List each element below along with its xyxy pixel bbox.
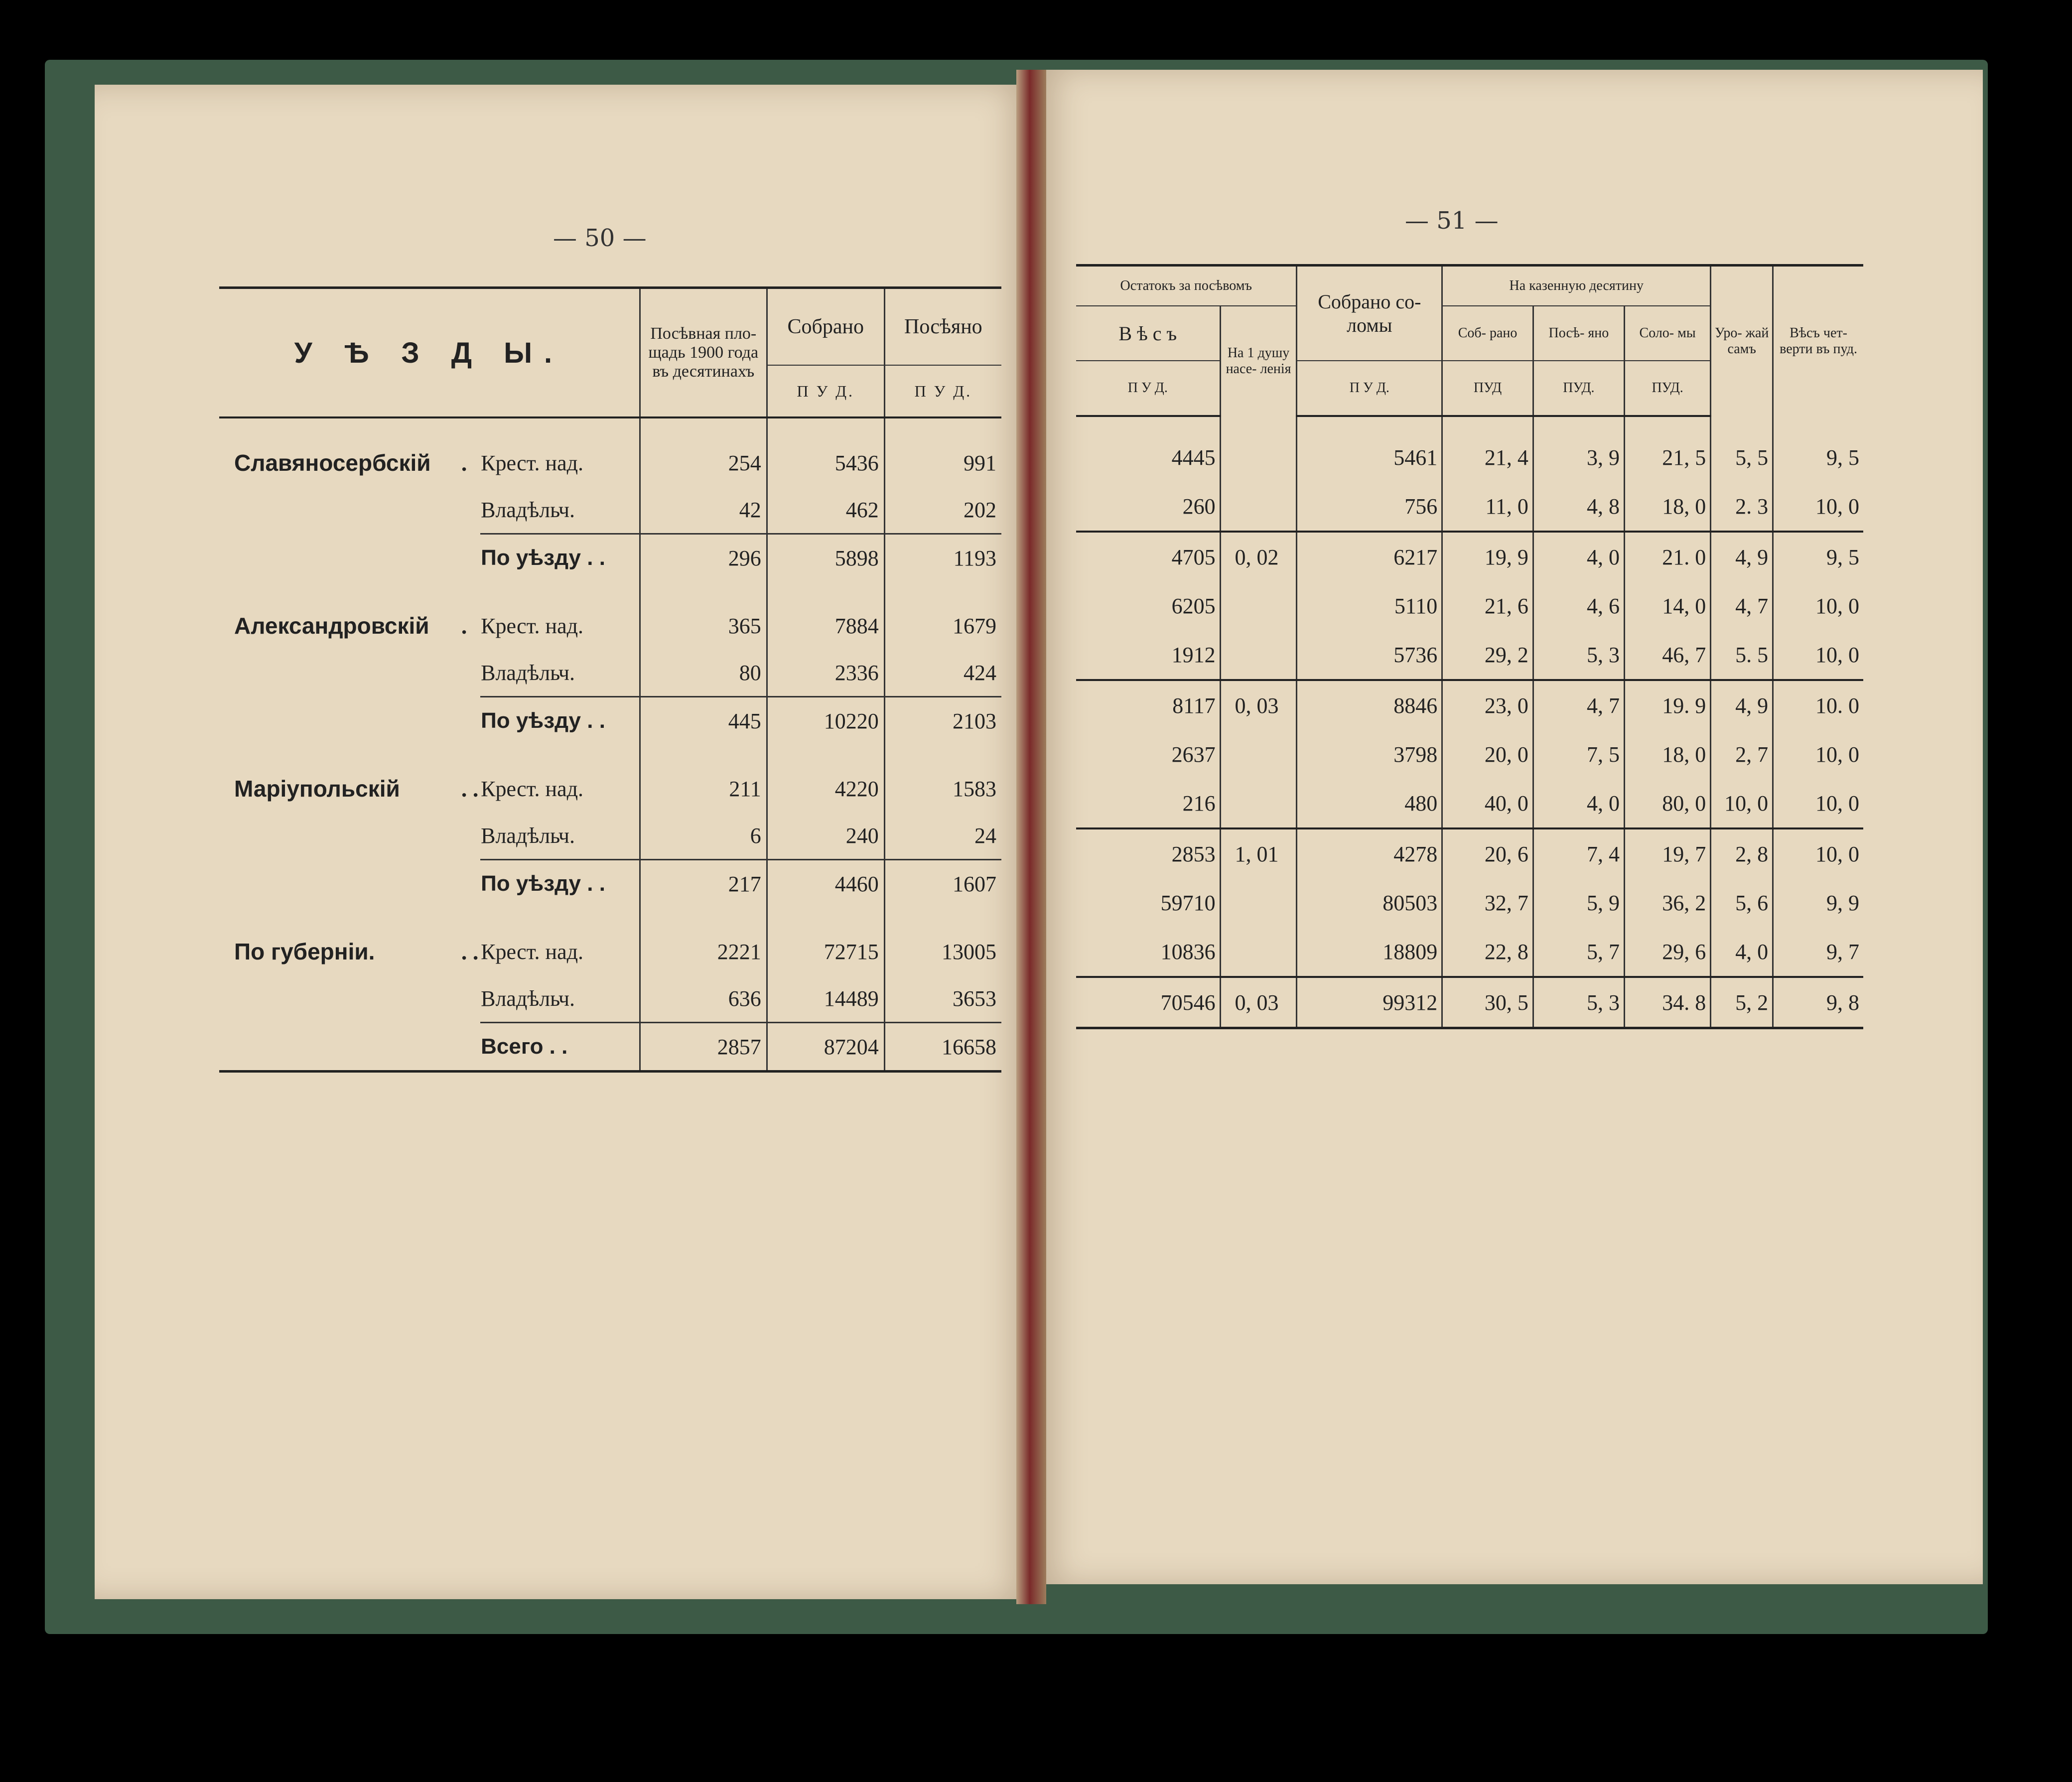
value-sown-per-des: 4, 8 bbox=[1533, 482, 1624, 532]
value-per-capita bbox=[1220, 927, 1297, 977]
header-area: Посѣвная пло- щадь 1900 года въ десятинахъ bbox=[640, 288, 767, 418]
value-collected-per-des: 21, 4 bbox=[1442, 433, 1533, 482]
value-straw-per-des: 46, 7 bbox=[1624, 630, 1710, 680]
value-straw-per-des: 18, 0 bbox=[1624, 482, 1710, 532]
value-area: 2221 bbox=[640, 928, 767, 975]
header-urozhay: Уро- жай самъ bbox=[1711, 266, 1773, 416]
row-category: Крест. над. bbox=[481, 776, 583, 801]
row-category: Владѣльч. bbox=[481, 660, 575, 685]
value-yield: 5, 2 bbox=[1711, 977, 1773, 1028]
header-unit-collected: П У Д. bbox=[767, 365, 884, 417]
header-unit-solomy: П У Д. bbox=[1297, 361, 1442, 416]
value-ves: 2853 bbox=[1076, 828, 1220, 878]
value-collected: 4460 bbox=[767, 860, 884, 908]
value-collected: 7884 bbox=[767, 602, 884, 649]
value-sown: 1607 bbox=[884, 860, 1001, 908]
district-name: Маріупольскій bbox=[234, 776, 400, 802]
district-name bbox=[219, 534, 461, 582]
district-dots bbox=[461, 697, 480, 745]
value-quarter-weight: 9, 7 bbox=[1773, 927, 1863, 977]
value-straw-per-des: 34. 8 bbox=[1624, 977, 1710, 1028]
value-yield: 5, 5 bbox=[1711, 433, 1773, 482]
value-straw: 99312 bbox=[1297, 977, 1442, 1028]
right-table bbox=[1076, 264, 1863, 1029]
value-area: 636 bbox=[640, 975, 767, 1023]
total-row bbox=[219, 534, 1001, 582]
row-category: Всего . . bbox=[480, 1023, 640, 1072]
value-area: 211 bbox=[640, 765, 767, 812]
value-ves: 8117 bbox=[1076, 680, 1220, 730]
value-yield: 5, 6 bbox=[1711, 878, 1773, 927]
value-sown-per-des: 5, 3 bbox=[1533, 630, 1624, 680]
header-na1: На 1 душу насе- ленія bbox=[1220, 306, 1297, 416]
value-sown: 424 bbox=[884, 649, 1001, 697]
value-straw: 5736 bbox=[1297, 630, 1442, 680]
value-straw: 5461 bbox=[1297, 433, 1442, 482]
value-sown-per-des: 4, 0 bbox=[1533, 532, 1624, 581]
header-collected: Собрано bbox=[767, 288, 884, 366]
value-collected-per-des: 11, 0 bbox=[1442, 482, 1533, 532]
table-row bbox=[1076, 581, 1863, 630]
value-yield: 4, 9 bbox=[1711, 680, 1773, 730]
header-unit-solo: ПУД. bbox=[1624, 361, 1710, 416]
value-straw-per-des: 18, 0 bbox=[1624, 730, 1710, 779]
value-ves: 4445 bbox=[1171, 445, 1216, 470]
value-collected-per-des: 20, 6 bbox=[1442, 828, 1533, 878]
value-sown: 16658 bbox=[884, 1023, 1001, 1072]
total-row bbox=[1076, 680, 1863, 730]
header-sobrano-solomy: Собрано со- ломы bbox=[1297, 266, 1442, 361]
value-per-capita: 1, 01 bbox=[1220, 828, 1297, 878]
district-name bbox=[219, 860, 461, 908]
total-row bbox=[1076, 828, 1863, 878]
value-straw: 5110 bbox=[1297, 581, 1442, 630]
value-yield: 10, 0 bbox=[1711, 779, 1773, 828]
district-dots: . bbox=[461, 613, 467, 639]
district-dots bbox=[461, 975, 480, 1023]
value-collected-per-des: 32, 7 bbox=[1442, 878, 1533, 927]
table-row bbox=[1076, 779, 1863, 828]
value-quarter-weight: 9, 5 bbox=[1773, 532, 1863, 581]
value-straw-per-des: 29, 6 bbox=[1624, 927, 1710, 977]
value-sown-per-des: 3, 9 bbox=[1533, 433, 1624, 482]
value-ves: 2637 bbox=[1171, 742, 1216, 767]
value-sown-per-des: 7, 4 bbox=[1533, 828, 1624, 878]
value-collected: 4220 bbox=[767, 765, 884, 812]
value-quarter-weight: 10, 0 bbox=[1773, 828, 1863, 878]
spacer-row bbox=[219, 907, 1001, 928]
value-collected: 462 bbox=[767, 486, 884, 534]
value-sown-per-des: 4, 6 bbox=[1533, 581, 1624, 630]
district-dots bbox=[461, 1023, 480, 1072]
header-unit-sobrano: ПУД bbox=[1442, 361, 1533, 416]
value-sown-per-des: 5, 9 bbox=[1533, 878, 1624, 927]
value-straw-per-des: 36, 2 bbox=[1624, 878, 1710, 927]
value-ves: 4705 bbox=[1076, 532, 1220, 581]
header-unit-sown: П У Д. bbox=[884, 365, 1001, 417]
district-name bbox=[219, 975, 461, 1023]
value-yield: 2, 8 bbox=[1711, 828, 1773, 878]
page-number-left: — 50 — bbox=[553, 224, 647, 252]
value-area: 42 bbox=[640, 486, 767, 534]
value-yield: 2, 7 bbox=[1711, 730, 1773, 779]
header-na-kazennuyu: На казенную десятину bbox=[1442, 266, 1711, 306]
value-quarter-weight: 10, 0 bbox=[1773, 730, 1863, 779]
table-row bbox=[219, 602, 1001, 649]
value-straw: 3798 bbox=[1297, 730, 1442, 779]
table-row bbox=[1076, 630, 1863, 680]
header-sobrano: Соб- рано bbox=[1442, 306, 1533, 361]
total-row bbox=[219, 697, 1001, 745]
district-name bbox=[219, 697, 461, 745]
value-collected-per-des: 40, 0 bbox=[1442, 779, 1533, 828]
value-collected-per-des: 20, 0 bbox=[1442, 730, 1533, 779]
left-table-body bbox=[219, 439, 1001, 1072]
value-sown-per-des: 5, 3 bbox=[1533, 977, 1624, 1028]
district-dots bbox=[461, 534, 480, 582]
district-name bbox=[219, 486, 461, 534]
table-row bbox=[219, 812, 1001, 860]
district-name bbox=[219, 812, 461, 860]
value-collected: 87204 bbox=[767, 1023, 884, 1072]
value-straw-per-des: 14, 0 bbox=[1624, 581, 1710, 630]
value-collected-per-des: 29, 2 bbox=[1442, 630, 1533, 680]
total-row bbox=[219, 1023, 1001, 1072]
value-sown-per-des: 4, 0 bbox=[1533, 779, 1624, 828]
value-collected-per-des: 30, 5 bbox=[1442, 977, 1533, 1028]
value-area: 296 bbox=[640, 534, 767, 582]
value-collected: 10220 bbox=[767, 697, 884, 745]
district-dots bbox=[461, 649, 480, 697]
value-yield: 4, 0 bbox=[1711, 927, 1773, 977]
header-uezdy: У Ѣ З Д Ы. bbox=[219, 288, 640, 418]
right-table-body bbox=[1076, 433, 1863, 1028]
value-per-capita bbox=[1220, 730, 1297, 779]
value-collected: 72715 bbox=[767, 928, 884, 975]
value-area: 80 bbox=[640, 649, 767, 697]
table-row bbox=[1076, 482, 1863, 532]
value-straw: 80503 bbox=[1297, 878, 1442, 927]
value-collected: 5898 bbox=[767, 534, 884, 582]
value-quarter-weight: 10, 0 bbox=[1773, 581, 1863, 630]
value-yield: 2. 3 bbox=[1711, 482, 1773, 532]
value-straw: 480 bbox=[1297, 779, 1442, 828]
value-sown: 202 bbox=[884, 486, 1001, 534]
value-yield: 4, 9 bbox=[1711, 532, 1773, 581]
value-straw-per-des: 21. 0 bbox=[1624, 532, 1710, 581]
value-sown: 2103 bbox=[884, 697, 1001, 745]
row-category: По уѣзду . . bbox=[480, 534, 640, 582]
header-sown: Посѣяно bbox=[884, 288, 1001, 366]
row-category: Крест. над. bbox=[481, 450, 583, 475]
value-per-capita: 0, 02 bbox=[1220, 532, 1297, 581]
value-ves: 6205 bbox=[1171, 593, 1216, 618]
table-row bbox=[219, 765, 1001, 812]
left-table bbox=[219, 286, 1001, 1073]
value-area: 2857 bbox=[640, 1023, 767, 1072]
header-solomy: Соло- мы bbox=[1624, 306, 1710, 361]
district-name bbox=[219, 1023, 461, 1072]
row-category: Владѣльч. bbox=[481, 986, 575, 1011]
value-quarter-weight: 9, 8 bbox=[1773, 977, 1863, 1028]
book-spine-gutter bbox=[1016, 70, 1046, 1604]
district-name: Славяносербскій bbox=[234, 450, 431, 476]
value-area: 365 bbox=[640, 602, 767, 649]
table-row bbox=[1076, 878, 1863, 927]
header-unit-poseyano: ПУД. bbox=[1533, 361, 1624, 416]
table-row bbox=[219, 928, 1001, 975]
row-category: По уѣзду . . bbox=[480, 697, 640, 745]
spacer-row bbox=[219, 417, 1001, 439]
value-sown: 24 bbox=[884, 812, 1001, 860]
value-straw: 4278 bbox=[1297, 828, 1442, 878]
value-per-capita: 0, 03 bbox=[1220, 680, 1297, 730]
header-poseyano: Посѣ- яно bbox=[1533, 306, 1624, 361]
value-ves: 10836 bbox=[1160, 939, 1216, 964]
total-row bbox=[1076, 532, 1863, 581]
value-straw: 18809 bbox=[1297, 927, 1442, 977]
table-row bbox=[1076, 433, 1863, 482]
value-straw: 6217 bbox=[1297, 532, 1442, 581]
row-category: Владѣльч. bbox=[481, 497, 575, 522]
row-category: Владѣльч. bbox=[481, 823, 575, 848]
value-sown-per-des: 7, 5 bbox=[1533, 730, 1624, 779]
value-quarter-weight: 10. 0 bbox=[1773, 680, 1863, 730]
district-dots bbox=[461, 486, 480, 534]
value-area: 6 bbox=[640, 812, 767, 860]
header-unit-ves: П У Д. bbox=[1076, 361, 1220, 416]
row-category: Крест. над. bbox=[481, 613, 583, 638]
value-quarter-weight: 10, 0 bbox=[1773, 482, 1863, 532]
district-name: По губерніи. bbox=[234, 939, 375, 964]
value-sown: 13005 bbox=[884, 928, 1001, 975]
value-per-capita bbox=[1220, 482, 1297, 532]
value-straw-per-des: 21, 5 bbox=[1624, 433, 1710, 482]
value-ves: 70546 bbox=[1076, 977, 1220, 1028]
value-sown-per-des: 4, 7 bbox=[1533, 680, 1624, 730]
value-quarter-weight: 10, 0 bbox=[1773, 779, 1863, 828]
value-per-capita bbox=[1220, 630, 1297, 680]
value-yield: 4, 7 bbox=[1711, 581, 1773, 630]
left-table-header bbox=[219, 288, 1001, 366]
value-ves: 260 bbox=[1182, 494, 1216, 519]
district-dots: . bbox=[461, 450, 467, 476]
value-quarter-weight: 9, 9 bbox=[1773, 878, 1863, 927]
header-ostatok: Остатокъ за посѣвомъ bbox=[1120, 278, 1252, 293]
district-dots bbox=[461, 860, 480, 908]
row-category: Крест. над. bbox=[481, 939, 583, 964]
table-row bbox=[219, 649, 1001, 697]
value-straw-per-des: 80, 0 bbox=[1624, 779, 1710, 828]
value-sown: 991 bbox=[884, 439, 1001, 486]
district-dots: . . bbox=[461, 939, 479, 964]
table-row bbox=[219, 439, 1001, 486]
value-collected-per-des: 19, 9 bbox=[1442, 532, 1533, 581]
value-yield: 5. 5 bbox=[1711, 630, 1773, 680]
value-area: 217 bbox=[640, 860, 767, 908]
value-collected: 5436 bbox=[767, 439, 884, 486]
page-number-right: — 51 — bbox=[1405, 207, 1499, 235]
table-row bbox=[1076, 927, 1863, 977]
table-row bbox=[219, 975, 1001, 1023]
value-sown: 1583 bbox=[884, 765, 1001, 812]
total-row bbox=[219, 860, 1001, 908]
table-row bbox=[1076, 730, 1863, 779]
value-sown: 1193 bbox=[884, 534, 1001, 582]
district-name bbox=[219, 649, 461, 697]
value-ves: 59710 bbox=[1160, 890, 1216, 915]
value-ves: 216 bbox=[1182, 791, 1216, 816]
value-collected-per-des: 23, 0 bbox=[1442, 680, 1533, 730]
table-row bbox=[219, 486, 1001, 534]
value-quarter-weight: 9, 5 bbox=[1773, 433, 1863, 482]
spacer-row bbox=[1076, 416, 1863, 433]
value-sown-per-des: 5, 7 bbox=[1533, 927, 1624, 977]
value-collected-per-des: 22, 8 bbox=[1442, 927, 1533, 977]
value-per-capita bbox=[1220, 581, 1297, 630]
header-ves: В ѣ с ъ bbox=[1076, 306, 1220, 361]
value-per-capita: 0, 03 bbox=[1220, 977, 1297, 1028]
value-collected-per-des: 21, 6 bbox=[1442, 581, 1533, 630]
value-ves: 1912 bbox=[1171, 642, 1216, 667]
value-sown: 3653 bbox=[884, 975, 1001, 1023]
header-ves-chetverti: Вѣсъ чет- верти въ пуд. bbox=[1773, 266, 1863, 416]
value-straw-per-des: 19. 9 bbox=[1624, 680, 1710, 730]
value-straw: 8846 bbox=[1297, 680, 1442, 730]
value-per-capita bbox=[1220, 433, 1297, 482]
spacer-row bbox=[219, 581, 1001, 602]
value-straw-per-des: 19, 7 bbox=[1624, 828, 1710, 878]
total-row bbox=[1076, 977, 1863, 1028]
value-sown: 1679 bbox=[884, 602, 1001, 649]
value-straw: 756 bbox=[1297, 482, 1442, 532]
value-quarter-weight: 10, 0 bbox=[1773, 630, 1863, 680]
value-per-capita bbox=[1220, 878, 1297, 927]
value-area: 254 bbox=[640, 439, 767, 486]
row-category: По уѣзду . . bbox=[480, 860, 640, 908]
value-per-capita bbox=[1220, 779, 1297, 828]
value-area: 445 bbox=[640, 697, 767, 745]
value-collected: 2336 bbox=[767, 649, 884, 697]
value-collected: 240 bbox=[767, 812, 884, 860]
spacer-row bbox=[219, 744, 1001, 765]
district-name: Александровскій bbox=[234, 613, 429, 639]
district-dots bbox=[461, 812, 480, 860]
right-table-header-1 bbox=[1076, 266, 1863, 306]
value-collected: 14489 bbox=[767, 975, 884, 1023]
district-dots: . . bbox=[461, 776, 479, 802]
